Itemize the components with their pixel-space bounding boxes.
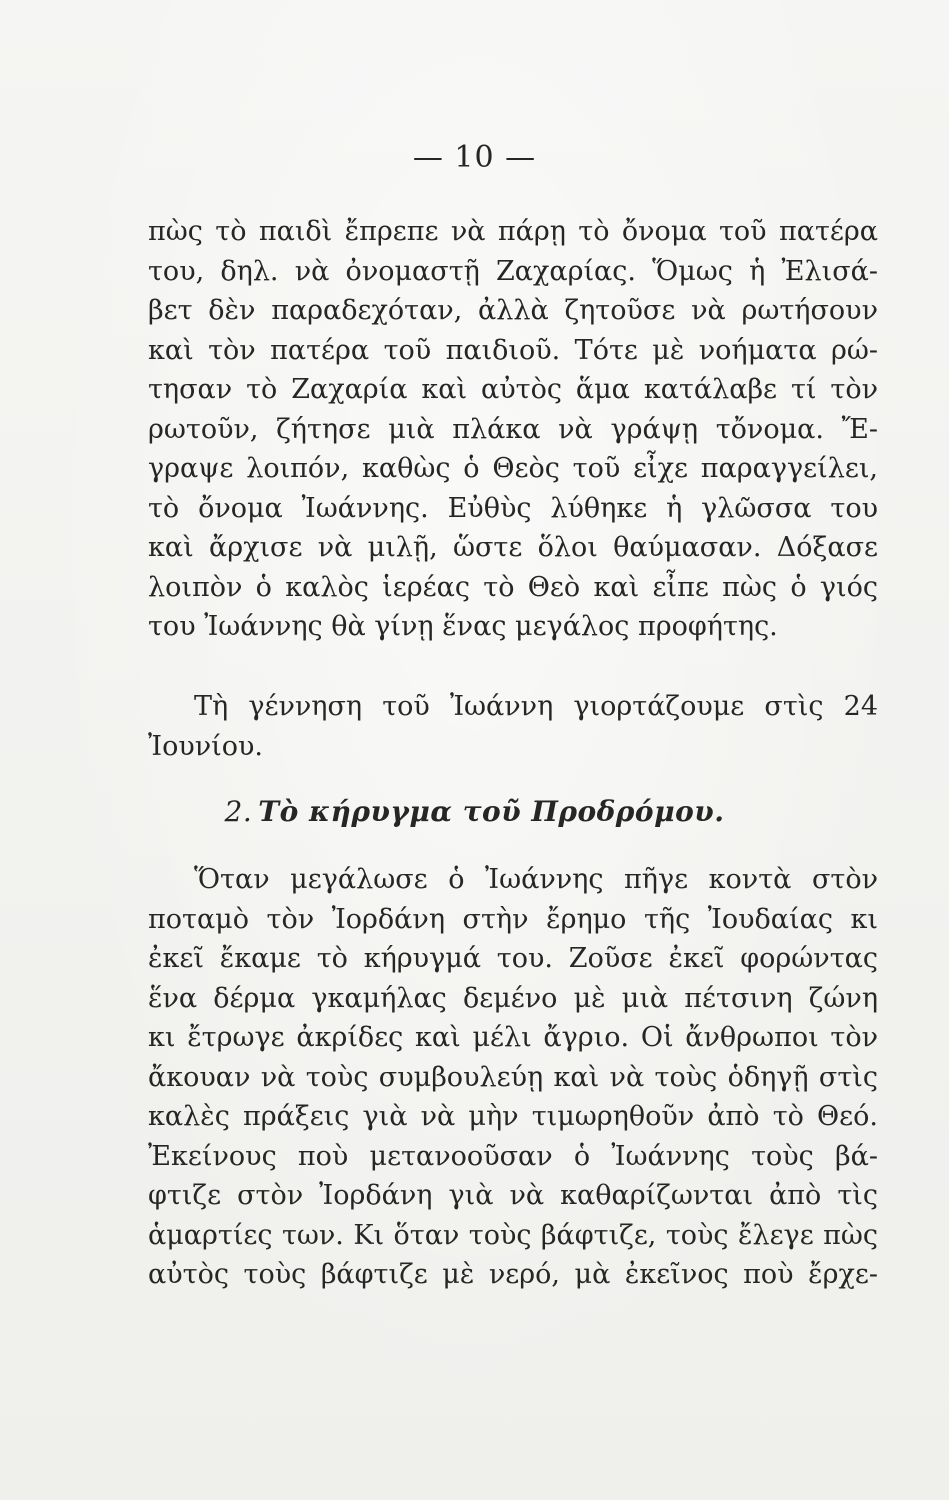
text-line: καὶ τὸν πατέρα τοῦ παιδιοῦ. Τότε μὲ νοήματα ρώ-: [148, 334, 878, 366]
text-line: του, δηλ. νὰ ὀνομαστῇ Ζαχαρίας. Ὅμως ἡ Ἐλισά-: [148, 255, 878, 287]
paragraph-birth-naming: [148, 212, 878, 647]
text-line: του Ἰωάννης θὰ γίνῃ ἕνας μεγάλος προφήτης.: [148, 611, 778, 642]
text-line: καλὲς πράξεις γιὰ νὰ μὴν τιμωρηθοῦν ἀπὸ τὸ Θεό.: [148, 1101, 878, 1132]
text-line: ἁμαρτίες των. Κι ὅταν τοὺς βάφτιζε, τοὺς ἔλεγε πὼς: [148, 1219, 878, 1251]
text-line: λοιπὸν ὁ καλὸς ἱερέας τὸ Θεὸ καὶ εἶπε πὼς ὁ γιός: [148, 571, 878, 603]
paragraph-feast-day: [148, 687, 878, 766]
text-line: ἐκεῖ ἔκαμε τὸ κήρυγμά του. Ζοῦσε ἐκεῖ φορώντας: [148, 943, 878, 974]
text-line: Ἰουνίου.: [148, 730, 263, 762]
text-line: τὸ ὄνομα Ἰωάννης. Εὐθὺς λύθηκε ἡ γλῶσσα του: [148, 492, 878, 524]
text-line: κι ἔτρωγε ἀκρίδες καὶ μέλι ἄγριο. Οἱ ἄνθρωποι τὸν: [148, 1022, 878, 1053]
text-line: ἄκουαν νὰ τοὺς συμβουλεύῃ καὶ νὰ τοὺς ὁδηγῇ στὶς: [148, 1061, 878, 1093]
text-line: τησαν τὸ Ζαχαρία καὶ αὐτὸς ἅμα κατάλαβε τί τὸν: [148, 374, 878, 405]
text-line: αὐτὸς τοὺς βάφτιζε μὲ νερό, μὰ ἐκεῖνος ποὺ ἔρχε-: [148, 1259, 878, 1290]
page-number: — 10 —: [412, 140, 537, 175]
text-line: γραψε λοιπόν, καθὼς ὁ Θεὸς τοῦ εἶχε παραγγείλει,: [148, 453, 878, 484]
section-title: Τὸ κήρυγμα τοῦ Προδρόμου.: [258, 795, 725, 828]
text-line: ἕνα δέρμα γκαμήλας δεμένο μὲ μιὰ πέτσινη ζώνη: [148, 982, 878, 1014]
text-line: πὼς τὸ παιδὶ ἔπρεπε νὰ πάρῃ τὸ ὄνομα τοῦ πατέρα: [148, 216, 878, 247]
paragraph-preaching: [148, 860, 878, 1295]
text-line: Ὅταν μεγάλωσε ὁ Ἰωάννης πῆγε κοντὰ στὸν: [194, 864, 878, 895]
section-heading: [0, 795, 949, 828]
section-number: 2.: [224, 795, 253, 828]
text-line: καὶ ἄρχισε νὰ μιλῇ, ὥστε ὅλοι θαύμασαν. Δόξασε: [148, 532, 878, 563]
text-line: φτιζε στὸν Ἰορδάνη γιὰ νὰ καθαρίζωνται ἀπὸ τὶς: [148, 1180, 878, 1211]
text-line: Ἐκείνους ποὺ μετανοοῦσαν ὁ Ἰωάννης τοὺς βά-: [148, 1140, 878, 1172]
text-line: ποταμὸ τὸν Ἰορδάνη στὴν ἔρημο τῆς Ἰουδαίας κι: [148, 903, 878, 935]
text-line: Τὴ γέννηση τοῦ Ἰωάννη γιορτάζουμε στὶς 24: [194, 691, 878, 722]
text-line: ρωτοῦν, ζήτησε μιὰ πλάκα νὰ γράψῃ τὄνομα. Ἔ-: [148, 413, 878, 445]
text-line: βετ δὲν παραδεχόταν, ἀλλὰ ζητοῦσε νὰ ρωτήσουν: [148, 295, 878, 326]
